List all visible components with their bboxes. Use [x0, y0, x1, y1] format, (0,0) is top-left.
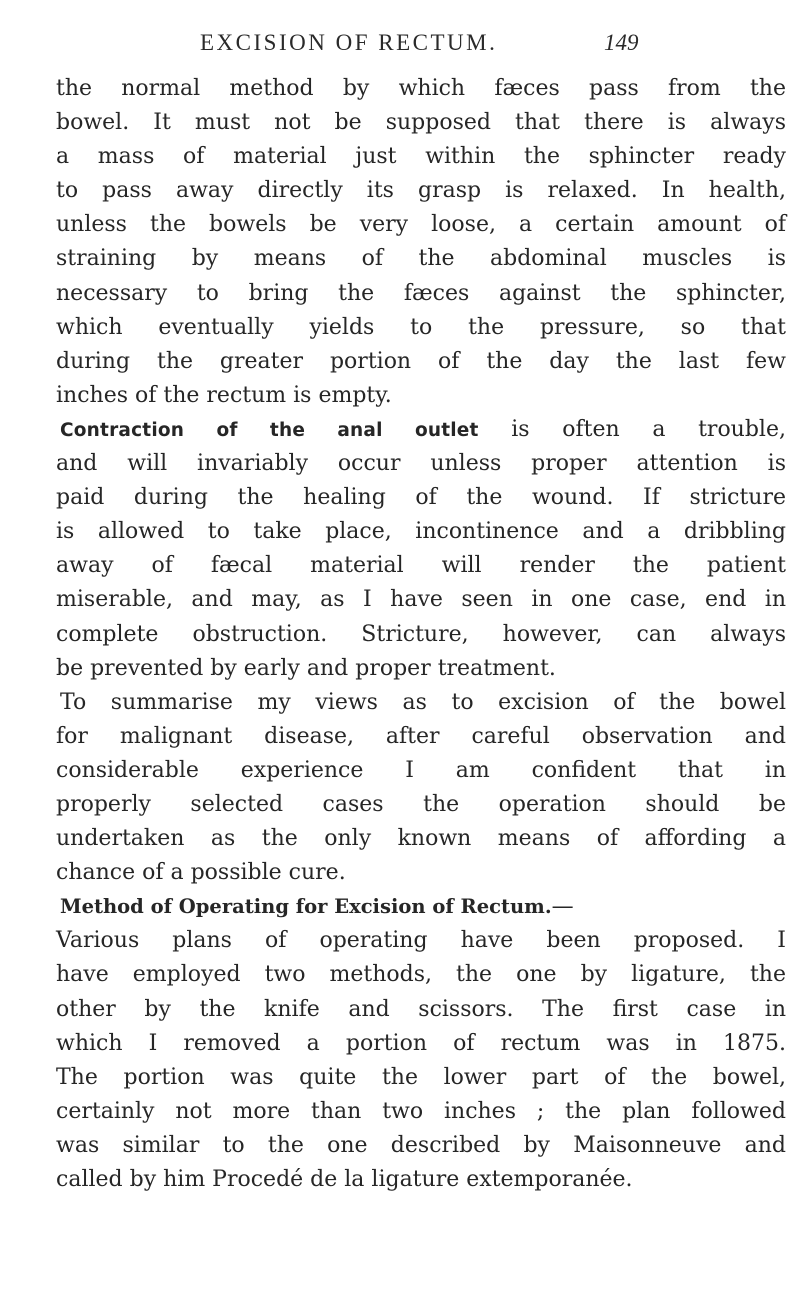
text-line: is allowed to take place, incontinence and a dribbling [56, 519, 786, 545]
text-line: a mass of material just within the sphincter ready [56, 144, 786, 170]
text-line: away of fæcal material will render the patient [56, 553, 786, 579]
text-line: certainly not more than two inches ; the plan followed [56, 1098, 786, 1124]
text-line: To summarise my views as to excision of the bowel [60, 689, 786, 715]
text-line: to pass away directly its grasp is relaxed. In health, [56, 178, 786, 204]
text-line: properly selected cases the operation should be [56, 791, 786, 817]
page-number: 149 [604, 30, 639, 55]
text-line: which eventually yields to the pressure, so that [56, 314, 786, 340]
section-heading-method: Method of Operating for Excision of Rectum. [60, 895, 552, 919]
section-heading-line [56, 890, 786, 924]
text-line: for malignant disease, after careful observation and [56, 723, 786, 749]
running-head [0, 30, 800, 60]
text-line: miserable, and may, as I have seen in one case, end in [56, 587, 786, 613]
text-line: bowel. It must not be supposed that there is always [56, 110, 786, 136]
text-fragment: is often a trouble, [478, 416, 786, 442]
text-line: considerable experience I am confident that in [56, 757, 786, 783]
text-line: which I removed a portion of rectum was in 1875. [56, 1030, 786, 1056]
section-heading-contraction: Contraction of the anal outlet [60, 419, 479, 441]
text-line: during the greater portion of the day the last few [56, 348, 786, 374]
text-line: be prevented by early and proper treatment. [56, 655, 556, 681]
text-line: have employed two methods, the one by ligature, the [56, 962, 786, 988]
text-line: complete obstruction. Stricture, however, can always [56, 621, 786, 647]
text-line: Various plans of operating have been proposed. I [56, 928, 786, 954]
text-line: unless the bowels be very loose, a certain amount of [56, 212, 786, 238]
text-line: called by him Procedé de la ligature extemporanée. [56, 1167, 633, 1192]
text-line: necessary to bring the fæces against the sphincter, [56, 280, 786, 306]
text-line: other by the knife and scissors. The first case in [56, 996, 786, 1022]
text-line: inches of the rectum is empty. [56, 382, 392, 408]
body-text [56, 72, 786, 1197]
text-line: undertaken as the only known means of affording a [56, 826, 786, 852]
text-fragment: — [551, 894, 574, 920]
text-line: straining by means of the abdominal muscles is [56, 246, 786, 272]
text-line: and will invariably occur unless proper attention is [56, 451, 786, 477]
section-heading-line [56, 413, 786, 447]
running-title: EXCISION OF RECTUM. [200, 30, 498, 55]
text-line: chance of a possible cure. [56, 860, 346, 886]
text-line: paid during the healing of the wound. If stricture [56, 485, 786, 511]
text-line: was similar to the one described by Maisonneuve and [56, 1132, 786, 1158]
text-line: The portion was quite the lower part of the bowel, [56, 1064, 786, 1090]
text-line: the normal method by which fæces pass from the [56, 76, 786, 101]
